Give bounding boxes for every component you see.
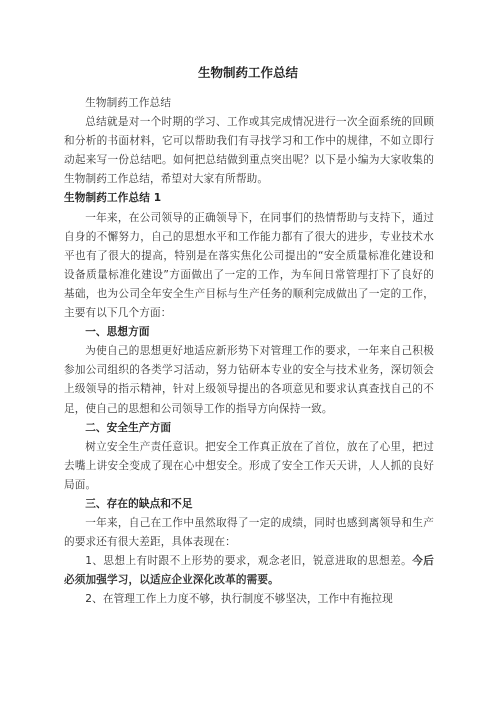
document-title: 生物制药工作总结	[197, 65, 298, 80]
paragraph-safety: 树立安全生产责任意识。把安全工作真正放在了首位，放在了心里，把过去嘴上讲安全变成了现在心中想安全。形成了安全工作天天讲，人人抓的良好局面。	[64, 440, 434, 491]
document-body	[64, 94, 434, 610]
intro-paragraph: 总结就是对一个时期的学习、工作或其完成情况进行一次全面系统的回顾和分析的书面材料，它可以帮助我们有寻找学习和工作中的规律，不如立即行动起来写一份总结吧。如何把总结做到重点突出呢？以下是小编为大家收集的生物制药工作总结，希望对大家有所帮助。	[64, 116, 434, 186]
section-title: 生物制药工作总结 1	[64, 192, 162, 205]
heading-thinking: 一、思想方面	[85, 326, 150, 339]
paragraph-shortcomings: 一年来，自己在工作中虽然取得了一定的成绩，同时也感到离领导和生产的要求还有很大差距，具体表现在：	[64, 517, 434, 549]
paragraph-thinking: 为使自己的思想更好地适应新形势下对管理工作的要求，一年来自己积极参加公司组织的各类学习活动，努力钻研本专业的安全与技术业务，深切领会上级领导的指示精神，针对上级领导提出的各项意见和要求认真查找自己的不足，使自己的思想和公司领导工作的指导方向保持一致。	[64, 345, 434, 415]
subtitle-line: 生物制药工作总结	[85, 97, 172, 109]
paragraph-point-2: 2、在管理工作上力度不够，执行制度不够坚决，工作中有拖拉现	[85, 593, 393, 606]
point-1-tail: 今后必须加强学习，以适应企业深化改革的需要。	[64, 555, 434, 587]
paragraph-overview: 一年来，在公司领导的正确领导下，在同事们的热情帮助与支持下，通过自身的不懈努力，自己的思想水平和工作能力都有了很大的进步，专业技术水平也有了很大的提高，特别是在落实焦化公司提出的“安全质量标准化建设和设备质量标准化建设”方面做出了一定的工作，为车间日常管理打下了良好的基础，也为公司全年安全生产目标与生产任务的顺利完成做出了一定的工作，主要有以下几个方面：	[64, 211, 434, 320]
heading-safety: 二、安全生产方面	[85, 421, 172, 434]
point-1-text: 1、思想上有时跟不上形势的要求，观念老旧，锐意进取的思想差。	[85, 555, 413, 568]
heading-shortcomings: 三、存在的缺点和不足	[85, 497, 193, 510]
paragraph-point-1	[64, 552, 434, 590]
